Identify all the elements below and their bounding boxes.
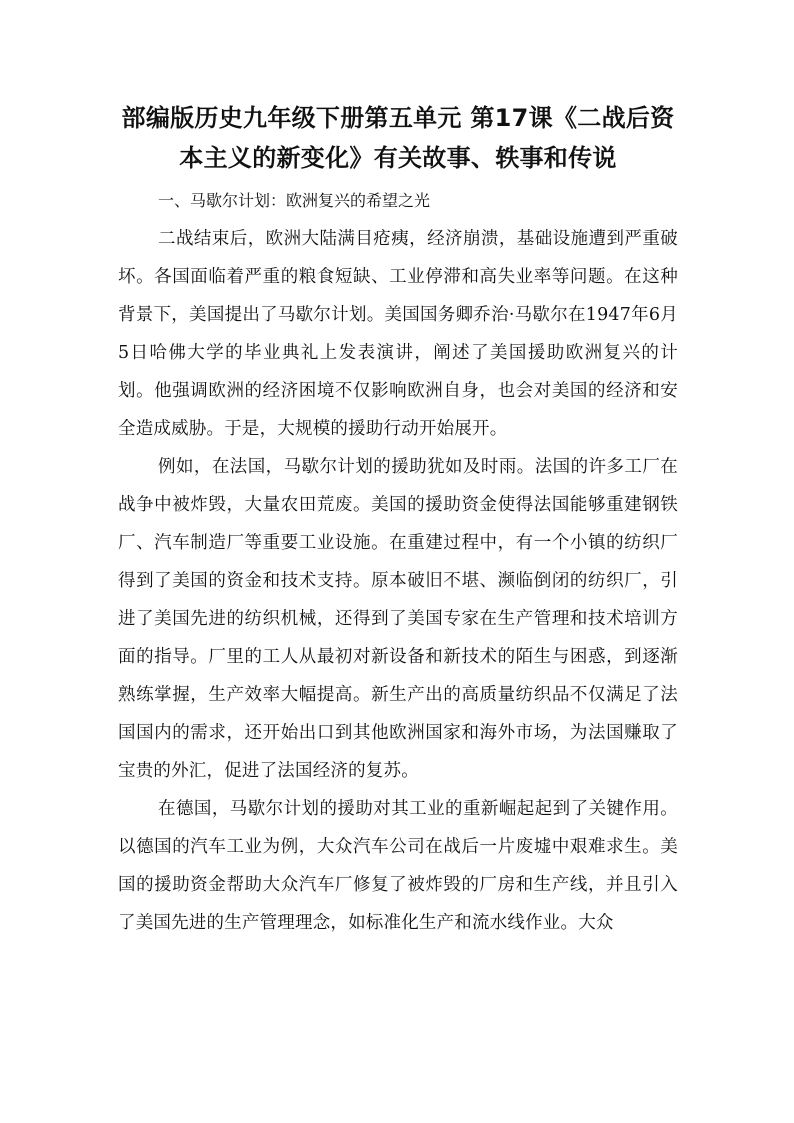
document-title xyxy=(118,98,678,178)
title-line-1: 部编版历史九年级下册第五单元 第17课《二战后资 xyxy=(121,104,675,132)
paragraph-1: 二战结束后，欧洲大陆满目疮痍，经济崩溃，基础设施遭到严重破坏。各国面临着严重的粮食短缺、工业停滞和高失业率等问题。在这种背景下，美国提出了马歇尔计划。美国国务卿乔治·马歇尔在1947年6月5日哈佛大学的毕业典礼上发表演讲，阐述了美国援助欧洲复兴的计划。他强调欧洲的经济困境不仅影响欧洲自身，也会对美国的经济和安全造成威胁。于是，大规模的援助行动开始展开。 xyxy=(118,229,678,439)
section-heading: 一、马歇尔计划：欧洲复兴的希望之光 xyxy=(158,191,431,210)
paragraph-3: 在德国，马歇尔计划的援助对其工业的重新崛起起到了关键作用。以德国的汽车工业为例，大众汽车公司在战后一片废墟中艰难求生。美国的援助资金帮助大众汽车厂修复了被炸毁的厂房和生产线，并且引入了美国先进的生产管理理念，如标准化生产和流水线作业。大众 xyxy=(118,799,678,933)
title-line-2: 本主义的新变化》有关故事、轶事和传说 xyxy=(179,144,617,172)
paragraph-2: 例如，在法国，马歇尔计划的援助犹如及时雨。法国的许多工厂在战争中被炸毁，大量农田荒废。美国的援助资金使得法国能够重建钢铁厂、汽车制造厂等重要工业设施。在重建过程中，有一个小镇的纺织厂得到了美国的资金和技术支持。原本破旧不堪、濒临倒闭的纺织厂，引进了美国先进的纺织机械，还得到了美国专家在生产管理和技术培训方面的指导。厂里的工人从最初对新设备和新技术的陌生与困惑，到逐渐熟练掌握，生产效率大幅提高。新生产出的高质量纺织品不仅满足了法国国内的需求，还开始出口到其他欧洲国家和海外市场，为法国赚取了宝贵的外汇，促进了法国经济的复苏。 xyxy=(118,457,678,781)
